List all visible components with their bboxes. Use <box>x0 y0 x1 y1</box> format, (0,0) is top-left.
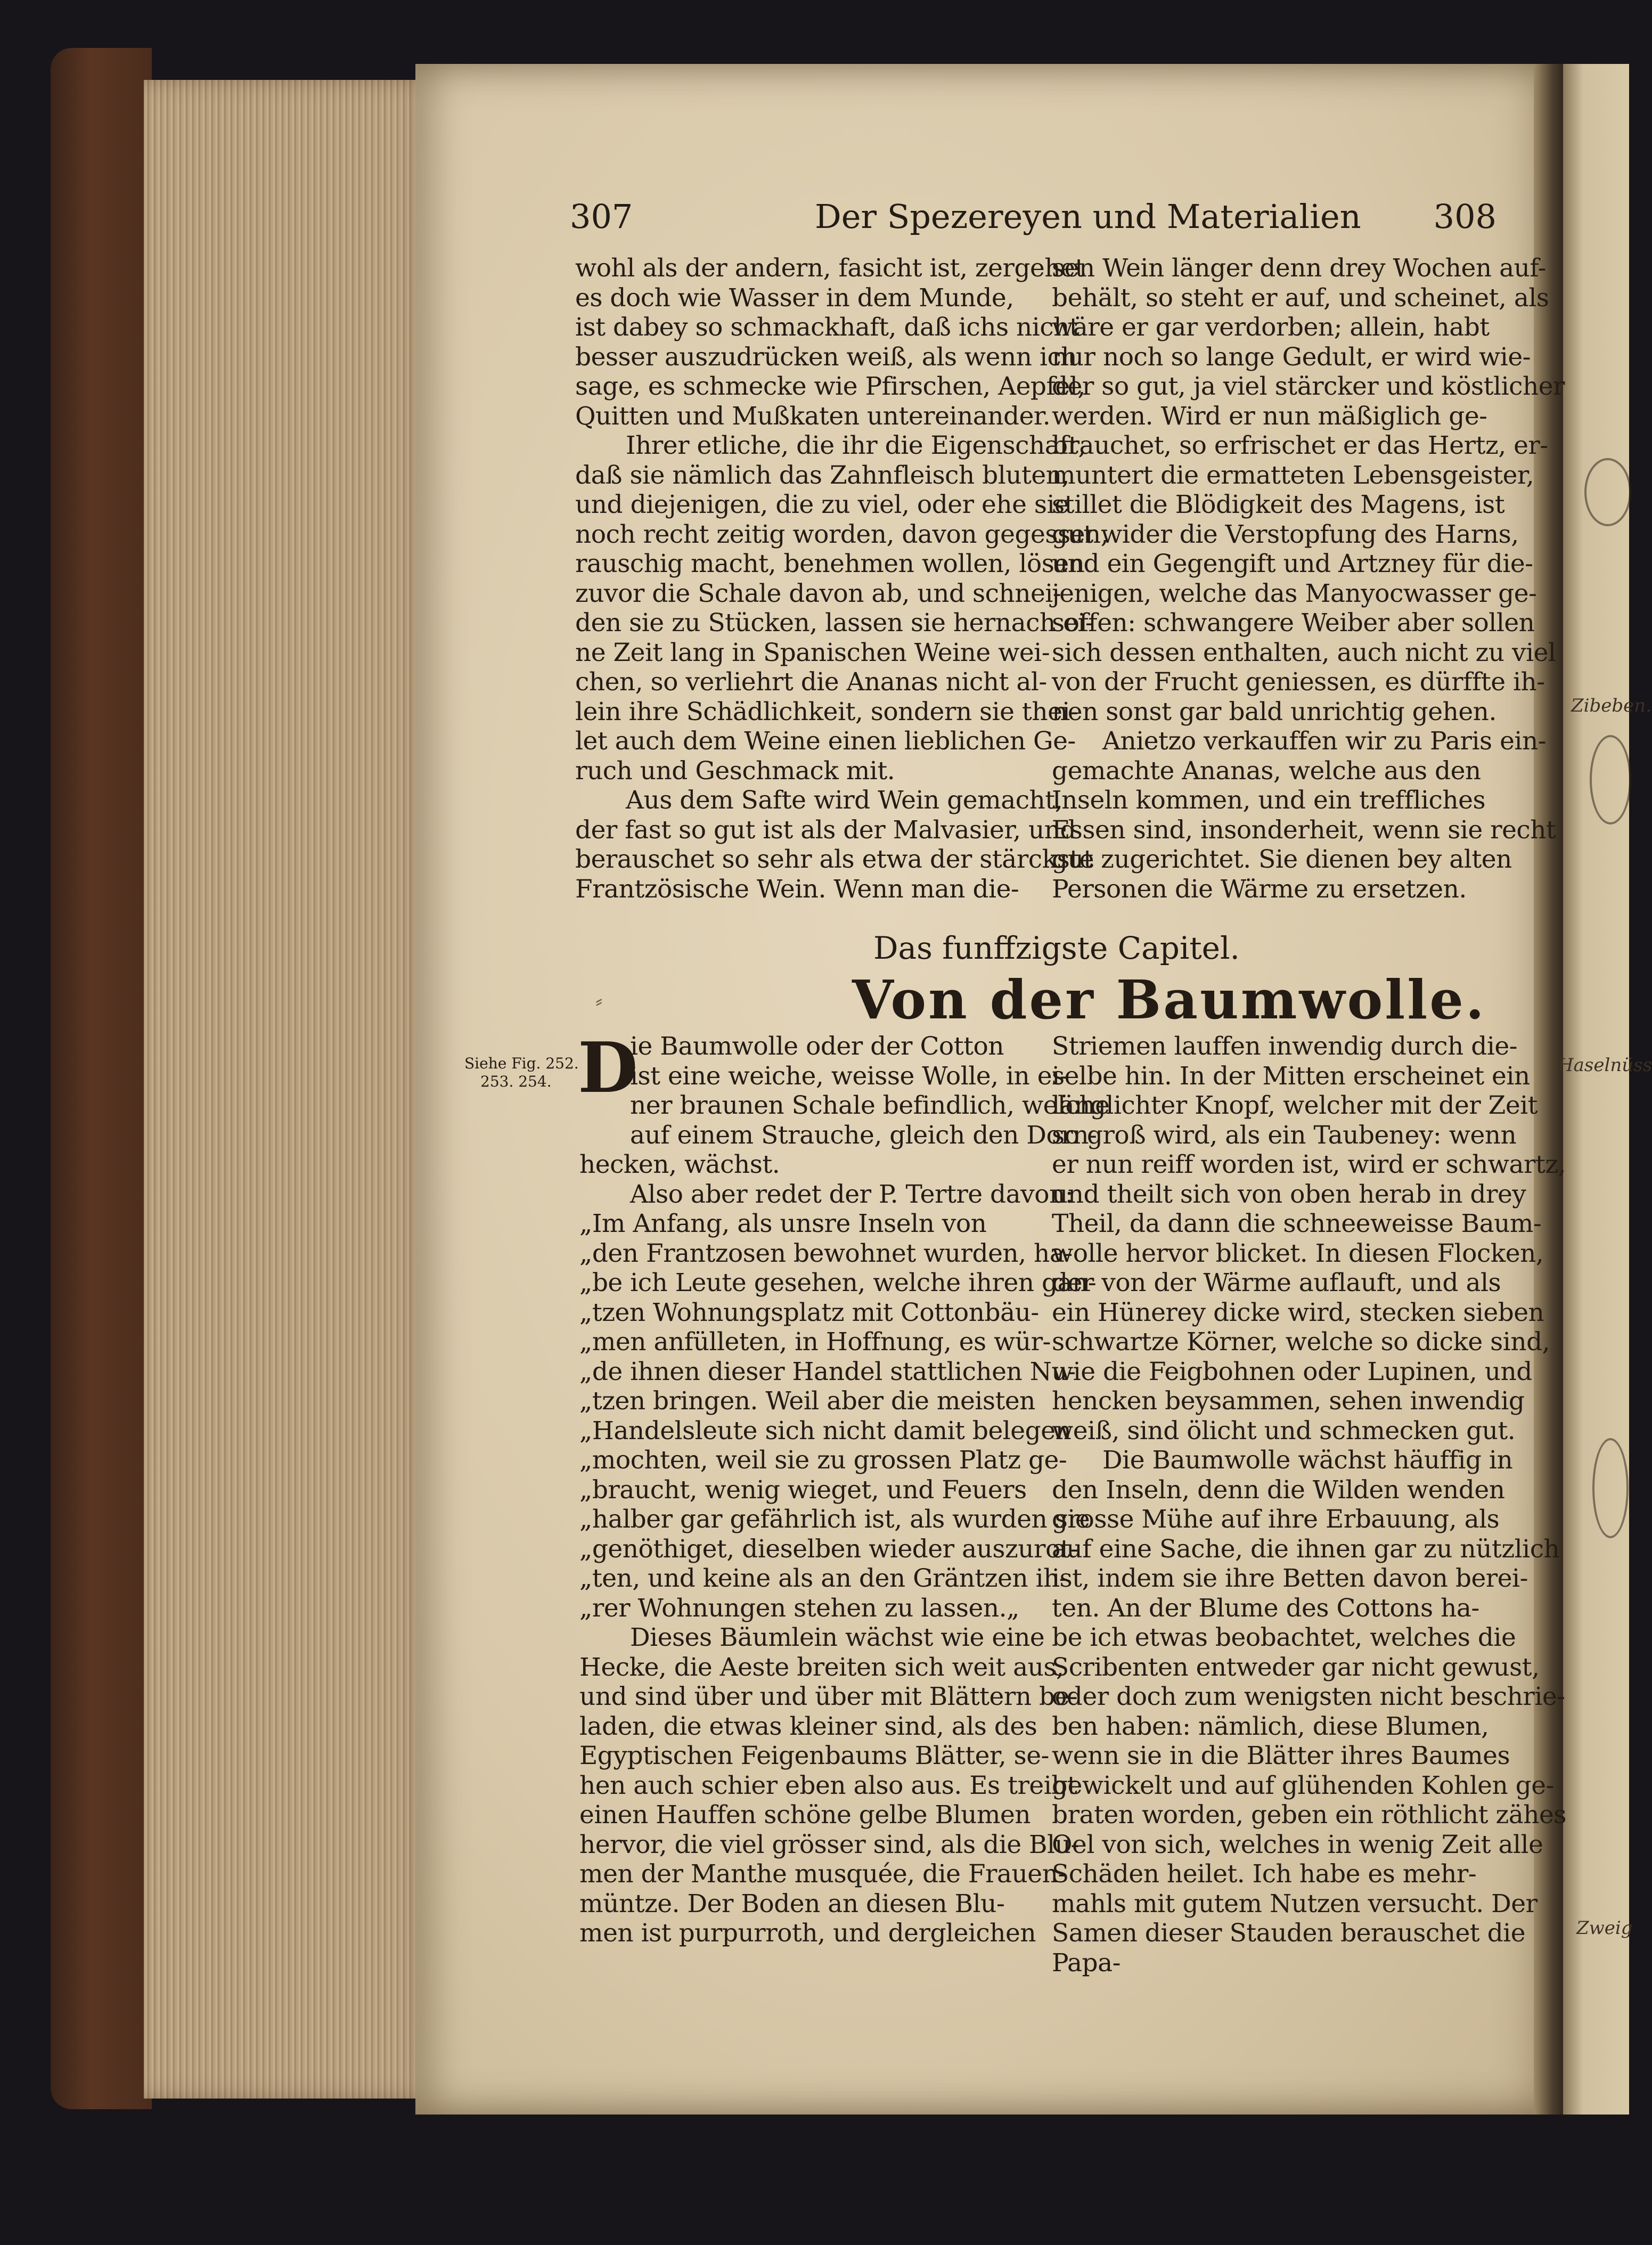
text-line: gemachte Ananas, welche aus den <box>1052 756 1481 786</box>
text-line: soffen: schwangere Weiber aber sollen <box>1052 608 1535 638</box>
drop-cap: D <box>578 1027 638 1108</box>
lower-left-column <box>578 1027 1110 1948</box>
text-line: hencken beysammen, sehen inwendig <box>1052 1386 1525 1416</box>
text-line: wie die Feigbohnen oder Lupinen, und <box>1052 1357 1532 1386</box>
text-line: gut zugerichtet. Sie dienen bey alten <box>1052 845 1512 874</box>
plant-illustration <box>1590 735 1631 824</box>
text-line: auf einem Strauche, gleich den Dorn- <box>630 1120 1097 1150</box>
text-line: Frantzösische Wein. Wenn man die- <box>575 874 1019 904</box>
lower-right-column <box>1052 1032 1566 1978</box>
text-line: wolle hervor blicket. In diesen Flocken, <box>1052 1238 1544 1268</box>
text-line: be ich etwas beobachtet, welches die <box>1052 1623 1516 1652</box>
text-line: sen Wein länger denn drey Wochen auf- <box>1052 254 1546 283</box>
text-line: ein Hünerey dicke wird, stecken sieben <box>1052 1297 1544 1327</box>
text-line: „ten, und keine als an den Gräntzen ih- <box>579 1564 1068 1593</box>
text-line: der fast so gut ist als der Malvasier, und <box>575 815 1076 845</box>
upper-right-column <box>1052 254 1565 904</box>
text-line: stillet die Blödigkeit des Magens, ist <box>1052 490 1505 519</box>
text-line: und ein Gegengift und Artzney für die- <box>1052 549 1533 578</box>
text-line: berauschet so sehr als etwa der stärckste <box>575 845 1094 874</box>
text-line: men ist purpurroth, und dergleichen <box>579 1919 1036 1948</box>
page-number-right: 308 <box>1433 197 1496 236</box>
chapter-heading: Das funffzigste Capitel. <box>873 930 1240 966</box>
text-line: Also aber redet der P. Tertre davon: <box>630 1179 1074 1209</box>
text-line: ist eine weiche, weisse Wolle, in ei- <box>630 1061 1068 1091</box>
text-line: Essen sind, insonderheit, wenn sie recht <box>1052 815 1556 845</box>
text-line: jenigen, welche das Manyocwasser ge- <box>1052 578 1537 608</box>
text-line: ne Zeit lang in Spanischen Weine wei- <box>575 638 1050 667</box>
text-line: schwartze Körner, welche so dicke sind, <box>1052 1327 1550 1357</box>
text-line: „mochten, weil sie zu grossen Platz ge- <box>579 1446 1067 1475</box>
page-edges <box>144 80 431 2099</box>
text-line: let auch dem Weine einen lieblichen Ge- <box>575 726 1076 756</box>
plant-illustration <box>1584 458 1631 526</box>
text-line: wäre er gar verdorben; allein, habt <box>1052 313 1490 342</box>
text-line: „tzen bringen. Weil aber die meisten <box>579 1386 1035 1416</box>
text-line: länglichter Knopf, welcher mit der Zeit <box>1052 1091 1538 1120</box>
text-line: zuvor die Schale davon ab, und schnei- <box>575 578 1061 608</box>
text-line: und sind über und über mit Blättern be- <box>579 1682 1078 1711</box>
text-line: sich dessen enthalten, auch nicht zu viel <box>1052 638 1556 667</box>
facing-page-label: Zibeben. <box>1571 695 1651 716</box>
text-line: er nun reiff worden ist, wird er schwartz, <box>1052 1150 1566 1179</box>
text-line: sage, es schmecke wie Pfirschen, Aepfel, <box>575 372 1085 401</box>
text-line: wenn sie in die Blätter ihres Baumes <box>1052 1741 1510 1770</box>
text-line: den Inseln, denn die Wilden wenden <box>1052 1475 1505 1505</box>
text-line: men der Manthe musquée, die Frauen- <box>579 1859 1066 1889</box>
text-line: laden, die etwas kleiner sind, als des <box>579 1711 1037 1741</box>
text-line: „Im Anfang, als unsre Inseln von <box>579 1209 987 1238</box>
text-line: Samen dieser Stauden berauschet die <box>1052 1919 1526 1948</box>
text-line: auf eine Sache, die ihnen gar zu nützlich <box>1052 1534 1560 1564</box>
text-line: mahls mit gutem Nutzen versucht. Der <box>1052 1889 1537 1919</box>
text-line: weiß, sind ölicht und schmecken gut. <box>1052 1416 1516 1446</box>
text-line: hervor, die viel grösser sind, als die Blu- <box>579 1830 1079 1859</box>
margin-note-line: 253. 254. <box>480 1073 552 1090</box>
text-line: muntert die ermatteten Lebensgeister, <box>1052 460 1534 490</box>
text-line: und diejenigen, die zu viel, oder ehe sie <box>575 490 1069 519</box>
text-line: Schäden heilet. Ich habe es mehr- <box>1052 1859 1477 1889</box>
text-line: selbe hin. In der Mitten erscheinet ein <box>1052 1061 1530 1091</box>
text-line: nur noch so lange Gedult, er wird wie- <box>1052 342 1531 372</box>
text-line: Die Baumwolle wächst häuffig in <box>1102 1446 1513 1475</box>
text-line: chen, so verliehrt die Ananas nicht al- <box>575 667 1047 697</box>
ornament-icon: ⸗ <box>595 989 603 1013</box>
text-line: der von der Wärme auflauft, und als <box>1052 1268 1501 1297</box>
text-line: daß sie nämlich das Zahnfleisch bluten, <box>575 460 1069 490</box>
text-line: Anietzo verkauffen wir zu Paris ein- <box>1102 726 1547 756</box>
margin-note-line: Siehe Fig. 252. <box>464 1055 579 1072</box>
text-line: oder doch zum wenigsten nicht beschrie- <box>1052 1682 1565 1711</box>
text-line: Aus dem Safte wird Wein gemacht, <box>626 786 1063 815</box>
text-line: hecken, wächst. <box>579 1150 780 1179</box>
text-line: Scribenten entweder gar nicht gewust, <box>1052 1652 1540 1682</box>
text-line: Personen die Wärme zu ersetzen. <box>1052 874 1467 904</box>
text-line: „braucht, wenig wieget, und Feuers <box>579 1475 1027 1505</box>
text-line: lein ihre Schädlichkeit, sondern sie thei- <box>575 697 1078 726</box>
plant-illustration <box>1592 1438 1629 1538</box>
text-line: nen sonst gar bald unrichtig gehen. <box>1052 697 1496 726</box>
text-line: gewickelt und auf glühenden Kohlen ge- <box>1052 1770 1554 1800</box>
text-line: gut wider die Verstopfung des Harns, <box>1052 519 1519 549</box>
running-title: Der Spezereyen und Materialien <box>815 197 1361 236</box>
text-line: es doch wie Wasser in dem Munde, <box>575 283 1014 313</box>
text-line: Papa- <box>1052 1948 1121 1978</box>
facing-page-label: Zweig <box>1576 1917 1633 1939</box>
text-line: ner braunen Schale befindlich, welche <box>630 1091 1110 1120</box>
text-line: grosse Mühe auf ihre Erbauung, als <box>1052 1505 1500 1534</box>
text-line: wohl als der andern, fasicht ist, zergehet <box>575 254 1085 283</box>
margin-note <box>464 1055 579 1091</box>
text-line: Inseln kommen, und ein treffliches <box>1052 786 1486 815</box>
text-line: Ihrer etliche, die ihr die Eigenschaft, <box>626 431 1086 460</box>
text-line: Egyptischen Feigenbaums Blätter, se- <box>579 1741 1049 1770</box>
text-line: „tzen Wohnungsplatz mit Cottonbäu- <box>579 1297 1039 1327</box>
text-line: „men anfülleten, in Hoffnung, es wür- <box>579 1327 1051 1357</box>
text-line: „Handelsleute sich nicht damit belegen <box>579 1416 1072 1446</box>
text-line: „be ich Leute gesehen, welche ihren gan- <box>579 1268 1097 1297</box>
text-line: Hecke, die Aeste breiten sich weit aus, <box>579 1652 1064 1682</box>
text-line: „den Frantzosen bewohnet wurden, ha- <box>579 1238 1073 1268</box>
text-line: der so gut, ja viel stärcker und köstlicher <box>1052 372 1565 401</box>
text-line: hen auch schier eben also aus. Es treibt <box>579 1770 1077 1800</box>
text-line: ie Baumwolle oder der Cotton <box>630 1032 1004 1061</box>
text-line: den sie zu Stücken, lassen sie hernach ei- <box>575 608 1094 638</box>
text-line: werden. Wird er nun mäßiglich ge- <box>1052 401 1487 431</box>
text-line: Striemen lauffen inwendig durch die- <box>1052 1032 1518 1061</box>
text-line: brauchet, so erfrischet er das Hertz, er- <box>1052 431 1548 460</box>
text-line: ruch und Geschmack mit. <box>575 756 895 786</box>
text-line: so groß wird, als ein Taubeney: wenn <box>1052 1120 1517 1150</box>
text-line: müntze. Der Boden an diesen Blu- <box>579 1889 1005 1919</box>
text-line: noch recht zeitig worden, davon gegessen, <box>575 519 1109 549</box>
text-line: rauschig macht, benehmen wollen, lösen <box>575 549 1085 578</box>
upper-left-column <box>575 254 1108 904</box>
text-line: ten. An der Blume des Cottons ha- <box>1052 1593 1479 1623</box>
text-line: „genöthiget, dieselben wieder auszurot- <box>579 1534 1078 1564</box>
text-line: Dieses Bäumlein wächst wie eine <box>630 1623 1045 1652</box>
text-line: und theilt sich von oben herab in drey <box>1052 1179 1526 1209</box>
text-line: ist dabey so schmackhaft, daß ichs nicht <box>575 313 1079 342</box>
text-line: ist, indem sie ihre Betten davon berei- <box>1052 1564 1528 1593</box>
text-line: einen Hauffen schöne gelbe Blumen <box>579 1800 1031 1830</box>
text-line: „halber gar gefährlich ist, als wurden sie <box>579 1505 1090 1534</box>
text-line: behält, so steht er auf, und scheinet, als <box>1052 283 1549 313</box>
text-line: besser auszudrücken weiß, als wenn ich <box>575 342 1077 372</box>
text-line: Theil, da dann die schneeweisse Baum- <box>1052 1209 1542 1238</box>
chapter-title: Von der Baumwolle. <box>852 968 1486 1031</box>
text-line: Quitten und Mußkaten untereinander. <box>575 401 1051 431</box>
facing-page-label: Haselnüss <box>1558 1055 1652 1076</box>
book-cover-edge <box>51 48 152 2109</box>
text-line: „rer Wohnungen stehen zu lassen.„ <box>579 1593 1019 1623</box>
text-line: Oel von sich, welches in wenig Zeit alle <box>1052 1830 1543 1859</box>
text-line: braten worden, geben ein röthlicht zähes <box>1052 1800 1566 1830</box>
page-number-left: 307 <box>570 197 633 236</box>
text-line: „de ihnen dieser Handel stattlichen Nu- <box>579 1357 1076 1386</box>
running-head <box>570 198 1496 235</box>
text-line: von der Frucht geniessen, es dürffte ih- <box>1052 667 1545 697</box>
text-line: ben haben: nämlich, diese Blumen, <box>1052 1711 1489 1741</box>
facing-page-edge <box>1563 64 1629 2115</box>
